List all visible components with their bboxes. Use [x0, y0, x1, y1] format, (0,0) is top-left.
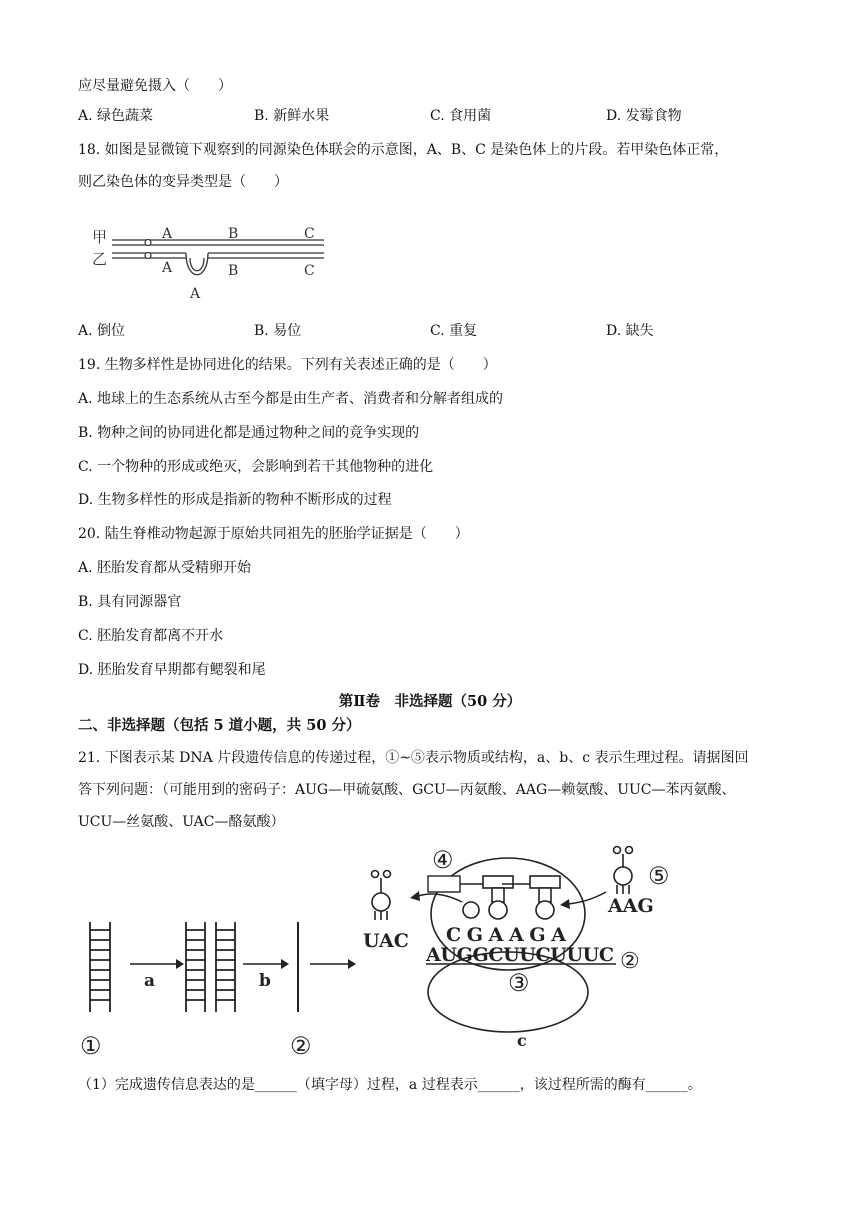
dna-ladder	[90, 922, 110, 1012]
part2-title: 第Ⅱ卷 非选择题（50 分）	[338, 693, 522, 710]
chromosome-synapsis-figure	[84, 220, 334, 306]
q21-stem-line2: 答下列问题：（可能用到的密码子：AUG—甲硫氨酸、GCU—丙氨酸、AAG—赖氨酸、UUC—苯丙氨酸、	[78, 782, 736, 798]
seg-loop-a: A	[190, 286, 201, 302]
label-yi: 乙	[92, 250, 108, 268]
q17-option-a: A. 绿色蔬菜	[78, 108, 154, 124]
seg-bottom-c: C	[304, 263, 315, 279]
process-b: b	[259, 971, 271, 991]
seg-top-b: B	[228, 226, 239, 242]
q20-option-a: A. 胚胎发育都从受精卵开始	[78, 560, 252, 576]
label-3: ③	[508, 969, 530, 997]
q19-option-d: D. 生物多样性的形成是指新的物种不断形成的过程	[78, 492, 392, 508]
trna-on-ribosome	[463, 876, 560, 919]
q19-option-b: B. 物种之间的协同进化都是通过物种之间的竞争实现的	[78, 425, 420, 441]
process-c: c	[517, 1031, 527, 1050]
q17-option-c: C. 食用菌	[430, 108, 492, 124]
centromere-jia	[145, 240, 151, 246]
label-4: ④	[432, 846, 454, 874]
q20-stem: 20. 陆生脊椎动物起源于原始共同祖先的胚胎学证据是（ ）	[78, 526, 469, 542]
q19-option-c: C. 一个物种的形成或绝灭，会影响到若干其他物种的进化	[78, 459, 434, 475]
q21-stem-line1: 21. 下图表示某 DNA 片段遗传信息的传递过程，①~⑤表示物质或结构，a、b、c 表示生理过程。请据图回	[78, 750, 749, 766]
q18-option-b: B. 易位	[254, 323, 302, 339]
label-jia: 甲	[92, 228, 108, 246]
q18-stem-line1: 18. 如图是显微镜下观察到的同源染色体联会的示意图，A、B、C 是染色体上的片段。若甲染色体正常，	[78, 142, 729, 158]
centromere-yi	[145, 253, 151, 259]
incoming-trna	[614, 847, 633, 895]
gene-expression-figure	[78, 840, 718, 1060]
q20-option-d: D. 胚胎发育早期都有鳃裂和尾	[78, 662, 266, 678]
label-2-mrna: ②	[620, 949, 640, 974]
polypeptide-box	[428, 876, 460, 892]
label-5: ⑤	[648, 862, 670, 890]
replicated-dna	[186, 922, 235, 1012]
anticodon-aag: AAG	[608, 895, 654, 917]
process-a: a	[144, 971, 156, 991]
q17-stem-tail: 应尽量避免摄入（ ）	[78, 78, 232, 94]
q21-sub1: （1）完成遗传信息表达的是______（填字母）过程，a 过程表示______，该过程所需的酶有______。	[78, 1077, 702, 1093]
seg-bottom-b: B	[228, 263, 239, 279]
outgoing-trna	[372, 871, 391, 921]
label-2: ②	[290, 1032, 312, 1060]
q18-stem-line2: 则乙染色体的变异类型是（ ）	[78, 174, 288, 190]
q19-stem: 19. 生物多样性是协同进化的结果。下列有关表述正确的是（ ）	[78, 357, 497, 373]
anticodon-uac: UAC	[363, 930, 409, 952]
q20-option-c: C. 胚胎发育都离不开水	[78, 628, 224, 644]
seg-bottom-a: A	[162, 260, 173, 276]
trna-anticodons: CGAAGA	[446, 924, 566, 946]
q17-option-b: B. 新鲜水果	[254, 108, 330, 124]
mrna-sequence: AUGGCUUCUUUC	[426, 944, 614, 966]
q17-option-d: D. 发霉食物	[606, 108, 682, 124]
q18-option-d: D. 缺失	[606, 323, 654, 339]
seg-top-c: C	[304, 226, 315, 242]
q20-option-b: B. 具有同源器官	[78, 594, 182, 610]
q19-option-a: A. 地球上的生态系统从古至今都是由生产者、消费者和分解者组成的	[78, 391, 504, 407]
section-heading: 二、非选择题（包括 5 道小题，共 50 分）	[78, 717, 361, 734]
seg-top-a: A	[162, 226, 173, 242]
q18-option-c: C. 重复	[430, 323, 478, 339]
label-1: ①	[80, 1032, 102, 1060]
q21-stem-line3: UCU—丝氨酸、UAC—酪氨酸）	[78, 814, 285, 830]
q18-option-a: A. 倒位	[78, 323, 126, 339]
